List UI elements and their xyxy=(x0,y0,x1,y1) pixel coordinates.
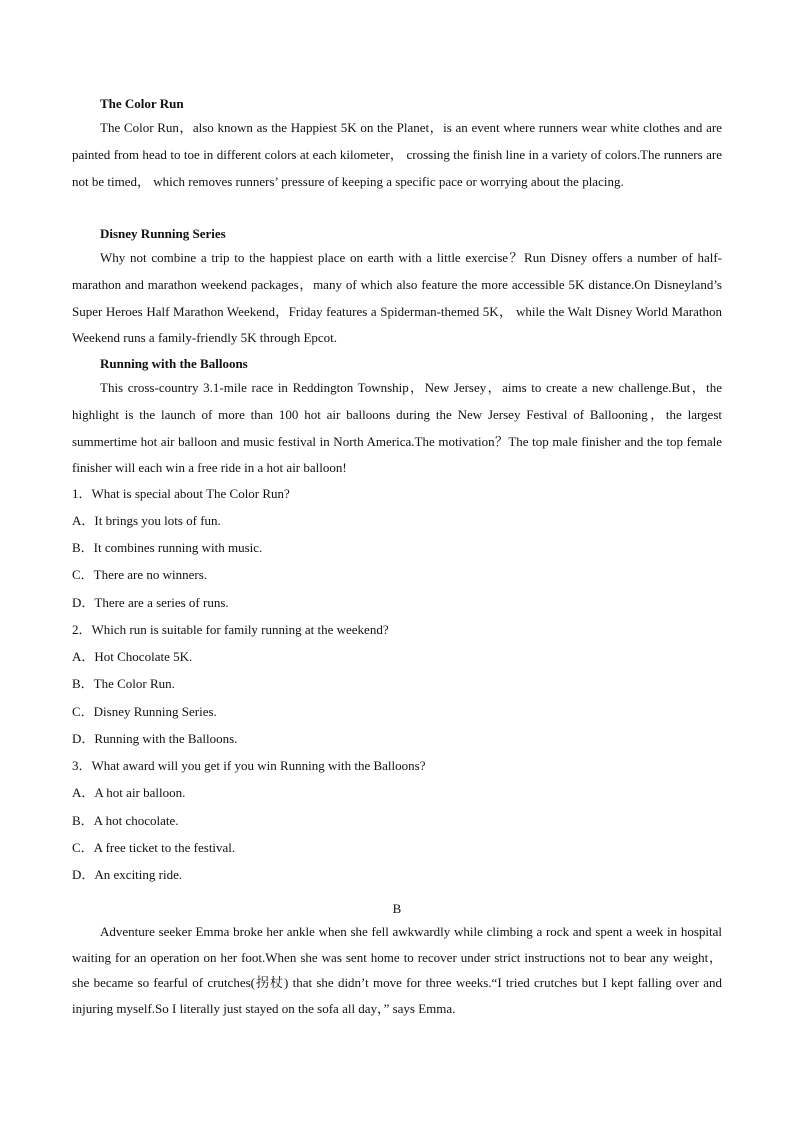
option-2c: C．Disney Running Series. xyxy=(72,704,217,719)
paragraph-running-balloons: This cross-country 3.1-mile race in Reddington Township，New Jersey，aims to create a new challenge.But，the highlight is the launch of more than 100 hot air balloons during the New Jersey Festival of Ballooning，the largest summertime hot air balloon and music festival in North America.The motivation？The top male finisher and the top female finisher will each win a free ride in a hot air balloon! xyxy=(72,380,722,476)
option-1c: C．There are no winners. xyxy=(72,567,208,582)
option-2b: B．The Color Run. xyxy=(72,676,175,691)
option-2d: D．Running with the Balloons. xyxy=(72,731,238,746)
paragraph-color-run: The Color Run，also known as the Happiest 5K on the Planet，is an event where runners wear white clothes and are painted from head to toe in different colors at each kilometer， crossing the finish line in a variety of colors.The runners are not be timed， which removes runners’ pressure of keeping a specific pace or worrying about the placing. xyxy=(72,120,722,189)
question-3: 3．What award will you get if you win Running with the Balloons? xyxy=(72,758,426,773)
heading-color-run: The Color Run xyxy=(100,96,184,111)
option-3a: A．A hot air balloon. xyxy=(72,785,186,800)
paragraph-section-b: Adventure seeker Emma broke her ankle when she fell awkwardly while climbing a rock and spent a week in hospital waiting for an operation on her foot.When she was sent home to recover under strict instructions not to bear any weight，she became so fearful of crutches(拐杖) that she didn’t move for three weeks.“I tried crutches but I kept falling over and injuring myself.So I literally just stayed on the sofa all day，” says Emma. xyxy=(72,924,722,1016)
heading-running-balloons: Running with the Balloons xyxy=(100,356,248,371)
option-1d: D．There are a series of runs. xyxy=(72,595,229,610)
section-b-label: B xyxy=(392,901,402,916)
question-1: 1．What is special about The Color Run? xyxy=(72,486,290,501)
option-2a: A．Hot Chocolate 5K. xyxy=(72,649,193,664)
question-2: 2．Which run is suitable for family running at the weekend? xyxy=(72,622,389,637)
option-1b: B．It combines running with music. xyxy=(72,540,263,555)
option-3d: D．An exciting ride. xyxy=(72,867,183,882)
option-3b: B．A hot chocolate. xyxy=(72,813,179,828)
paragraph-disney-running: Why not combine a trip to the happiest place on earth with a little exercise？Run Disney offers a number of half-marathon and marathon weekend packages，many of which also feature the more accessible 5K distance.On Disneyland’s Super Heroes Half Marathon Weekend，Friday features a Spiderman-themed 5K， while the Walt Disney World Marathon Weekend runs a family-friendly 5K through Epcot. xyxy=(72,250,722,346)
option-1a: A．It brings you lots of fun. xyxy=(72,513,221,528)
option-3c: C．A free ticket to the festival. xyxy=(72,840,236,855)
heading-disney-running: Disney Running Series xyxy=(100,226,226,241)
